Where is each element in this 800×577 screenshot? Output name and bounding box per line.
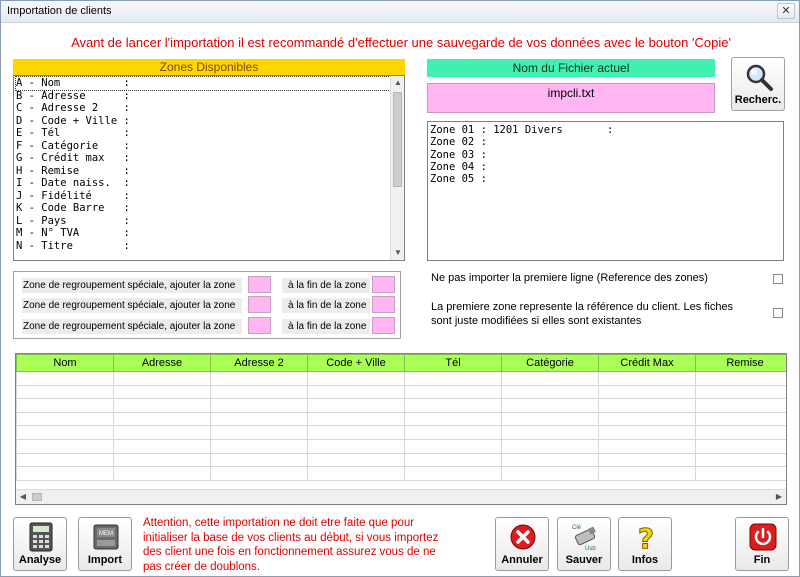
power-icon	[748, 522, 778, 552]
column-header[interactable]: Code + Ville	[308, 355, 405, 372]
table-cell[interactable]	[405, 399, 502, 413]
zone-item[interactable]: M - N° TVA :	[16, 227, 130, 239]
close-button[interactable]: ✕	[777, 3, 795, 19]
grouping-zone-input[interactable]	[248, 276, 271, 293]
first-zone-ref-label-line2: sont juste modifiées si elles sont existantes	[431, 315, 642, 327]
zone-item[interactable]: H - Remise :	[16, 164, 130, 177]
attention-note: Attention, cette importation ne doit etre faite que pour initialiser la base de vos clients au début, si vous importez des client une fois en fonctionnement assurez vous de ne pas créer de doublons.	[143, 517, 439, 573]
scroll-thumb[interactable]	[32, 493, 42, 501]
table-cell[interactable]	[502, 412, 599, 426]
table-cell[interactable]	[405, 467, 502, 481]
zone-item[interactable]: N - Titre :	[16, 239, 130, 252]
table-cell[interactable]	[17, 426, 114, 440]
table-row[interactable]	[17, 385, 788, 399]
import-button[interactable]	[78, 517, 132, 571]
table-cell[interactable]	[696, 412, 788, 426]
grouping-label: Zone de regroupement spéciale, ajouter la zone	[22, 278, 242, 293]
grouping-label: Zone de regroupement spéciale, ajouter la zone	[22, 319, 242, 334]
grouping-panel	[13, 271, 401, 339]
zone-item[interactable]: B - Adresse :	[16, 89, 130, 102]
table-cell[interactable]	[502, 385, 599, 399]
table-cell[interactable]	[114, 439, 211, 453]
table-cell[interactable]	[17, 439, 114, 453]
zone-detail-item[interactable]: Zone 01 : 1201 Divers :	[430, 124, 614, 136]
column-header[interactable]: Adresse	[114, 355, 211, 372]
table-cell[interactable]	[696, 426, 788, 440]
zone-detail-item[interactable]: Zone 02 :	[430, 136, 487, 149]
grouping-end-label: à la fin de la zone	[282, 278, 370, 293]
table-cell[interactable]	[405, 439, 502, 453]
table-cell[interactable]	[114, 467, 211, 481]
table-row[interactable]	[17, 372, 788, 386]
table-cell[interactable]	[599, 399, 696, 413]
zone-item[interactable]: I - Date naiss. :	[16, 177, 130, 189]
usb-key-icon	[570, 522, 600, 552]
table-row[interactable]	[17, 467, 788, 481]
table-cell[interactable]	[599, 453, 696, 467]
table-cell[interactable]	[17, 372, 114, 386]
table-cell[interactable]	[114, 385, 211, 399]
zone-detail-item[interactable]: Zone 04 :	[430, 160, 487, 173]
table-cell[interactable]	[599, 385, 696, 399]
table-row[interactable]	[17, 439, 788, 453]
zone-item[interactable]: F - Catégorie :	[16, 139, 130, 152]
table-cell[interactable]	[502, 439, 599, 453]
table-cell[interactable]	[17, 412, 114, 426]
preview-grid[interactable]	[15, 353, 787, 505]
table-cell[interactable]	[696, 385, 788, 399]
table-cell[interactable]	[211, 439, 308, 453]
zone-item[interactable]: A - Nom :	[16, 77, 390, 90]
zone-item[interactable]: D - Code + Ville :	[16, 114, 130, 127]
table-cell[interactable]	[405, 372, 502, 386]
cancel-icon	[508, 522, 538, 552]
table-cell[interactable]	[308, 412, 405, 426]
table-cell[interactable]	[405, 385, 502, 399]
table-cell[interactable]	[696, 453, 788, 467]
title-bar	[1, 1, 799, 23]
table-cell[interactable]	[211, 399, 308, 413]
table-row[interactable]	[17, 426, 788, 440]
grouping-zone-input[interactable]	[248, 317, 271, 334]
scroll-thumb[interactable]	[393, 92, 402, 187]
zone-detail-item[interactable]: Zone 05 :	[430, 173, 487, 186]
column-header[interactable]: Adresse 2	[211, 355, 308, 372]
grouping-end-label: à la fin de la zone	[282, 298, 370, 313]
zone-item[interactable]: C - Adresse 2 :	[16, 102, 130, 114]
memory-card-icon	[91, 522, 121, 552]
infos-label: Infos	[631, 554, 659, 566]
table-cell[interactable]	[502, 399, 599, 413]
table-cell[interactable]	[502, 453, 599, 467]
column-header[interactable]: Remise	[696, 355, 788, 372]
analyse-button[interactable]	[13, 517, 67, 571]
table-cell[interactable]	[308, 372, 405, 386]
question-mark-icon	[631, 522, 661, 552]
grouping-end-label: à la fin de la zone	[282, 319, 370, 334]
table-cell[interactable]	[696, 372, 788, 386]
analyse-label: Analyse	[18, 554, 62, 566]
zones-header: Zones Disponibles	[13, 59, 405, 75]
grouping-end-zone-input[interactable]	[372, 317, 395, 334]
column-header[interactable]: Catégorie	[502, 355, 599, 372]
table-cell[interactable]	[17, 453, 114, 467]
fin-button[interactable]	[735, 517, 789, 571]
table-cell[interactable]	[599, 439, 696, 453]
zones-list	[16, 77, 390, 252]
infos-button[interactable]	[618, 517, 672, 571]
sauver-icon-top: Clé	[572, 525, 582, 531]
table-cell[interactable]	[114, 412, 211, 426]
annuler-button[interactable]	[495, 517, 549, 571]
column-header[interactable]: Crédit Max	[599, 355, 696, 372]
grouping-zone-input[interactable]	[248, 296, 271, 313]
first-zone-ref-label-line1: La premiere zone represente la référence du client. Les fiches	[431, 301, 734, 313]
table-cell[interactable]	[599, 372, 696, 386]
scroll-up-icon[interactable]: ▲	[394, 78, 402, 87]
sauver-icon-bottom: Usb	[585, 546, 596, 552]
table-row[interactable]	[17, 412, 788, 426]
table-cell[interactable]	[211, 412, 308, 426]
table-cell[interactable]	[211, 426, 308, 440]
zones-scrollbar[interactable]	[390, 76, 404, 260]
import-icon-text: MEM	[99, 531, 113, 537]
table-cell[interactable]	[308, 467, 405, 481]
table-cell[interactable]	[114, 426, 211, 440]
table-cell[interactable]	[114, 372, 211, 386]
grouping-end-zone-input[interactable]	[372, 276, 395, 293]
skip-first-line-checkbox[interactable]	[773, 274, 783, 284]
grid-horizontal-scrollbar[interactable]	[16, 489, 786, 504]
zone-detail-items	[430, 124, 613, 185]
grouping-end-zone-input[interactable]	[372, 296, 395, 313]
first-zone-ref-checkbox[interactable]	[773, 308, 783, 318]
table-cell[interactable]	[405, 426, 502, 440]
skip-first-line-label: Ne pas importer la premiere ligne (Reference des zones)	[431, 272, 708, 284]
zone-item[interactable]: E - Tél :	[16, 127, 130, 139]
window-title: Importation de clients	[7, 5, 112, 17]
column-header[interactable]: Tél	[405, 355, 502, 372]
table-row[interactable]	[17, 399, 788, 413]
table-cell[interactable]	[502, 372, 599, 386]
search-file-label: Recherc.	[734, 94, 782, 106]
table-cell[interactable]	[308, 453, 405, 467]
backup-warning: Avant de lancer l'importation il est recommandé d'effectuer une sauvegarde de vos données avec le bouton 'Copie'	[71, 35, 731, 50]
zone-item[interactable]: L - Pays :	[16, 214, 130, 227]
table-cell[interactable]	[17, 399, 114, 413]
zones-listbox[interactable]	[13, 75, 405, 261]
scroll-left-icon[interactable]: ◀	[19, 492, 27, 501]
table-cell[interactable]	[114, 453, 211, 467]
magnifier-icon	[744, 62, 774, 92]
table-cell[interactable]	[17, 385, 114, 399]
table-cell[interactable]	[114, 399, 211, 413]
table-cell[interactable]	[599, 467, 696, 481]
table-cell[interactable]	[599, 412, 696, 426]
table-cell[interactable]	[308, 439, 405, 453]
table-cell[interactable]	[502, 467, 599, 481]
table-cell[interactable]	[308, 399, 405, 413]
table-cell[interactable]	[696, 467, 788, 481]
table-cell[interactable]	[502, 426, 599, 440]
svg-text:?: ?	[637, 522, 655, 552]
table-cell[interactable]	[211, 453, 308, 467]
calculator-icon	[26, 522, 56, 552]
scroll-right-icon[interactable]: ▶	[775, 492, 783, 501]
table-cell[interactable]	[599, 426, 696, 440]
column-header[interactable]: Nom	[17, 355, 114, 372]
sauver-label: Sauver	[565, 554, 603, 566]
table-cell[interactable]	[696, 439, 788, 453]
zone-item[interactable]: G - Crédit max :	[16, 152, 130, 164]
sauver-button[interactable]	[557, 517, 611, 571]
table-cell[interactable]	[308, 426, 405, 440]
table-cell[interactable]	[405, 412, 502, 426]
zone-item[interactable]: K - Code Barre :	[16, 202, 130, 214]
zone-detail-list[interactable]	[427, 121, 784, 261]
zone-detail-item[interactable]: Zone 03 :	[430, 148, 487, 161]
file-name-field[interactable]: impcli.txt	[427, 83, 715, 113]
table-cell[interactable]	[211, 372, 308, 386]
table-cell[interactable]	[696, 399, 788, 413]
table-row[interactable]	[17, 453, 788, 467]
table-cell[interactable]	[211, 467, 308, 481]
scroll-down-icon[interactable]: ▼	[394, 248, 402, 257]
table-cell[interactable]	[405, 453, 502, 467]
table-cell[interactable]	[308, 385, 405, 399]
zone-item[interactable]: J - Fidélité :	[16, 189, 130, 202]
annuler-label: Annuler	[501, 554, 543, 566]
table-cell[interactable]	[211, 385, 308, 399]
search-file-button[interactable]	[731, 57, 785, 111]
file-header: Nom du Fichier actuel	[427, 59, 715, 77]
fin-label: Fin	[753, 554, 771, 566]
table-cell[interactable]	[17, 467, 114, 481]
grouping-label: Zone de regroupement spéciale, ajouter la zone	[22, 298, 242, 313]
import-label: Import	[87, 554, 123, 566]
